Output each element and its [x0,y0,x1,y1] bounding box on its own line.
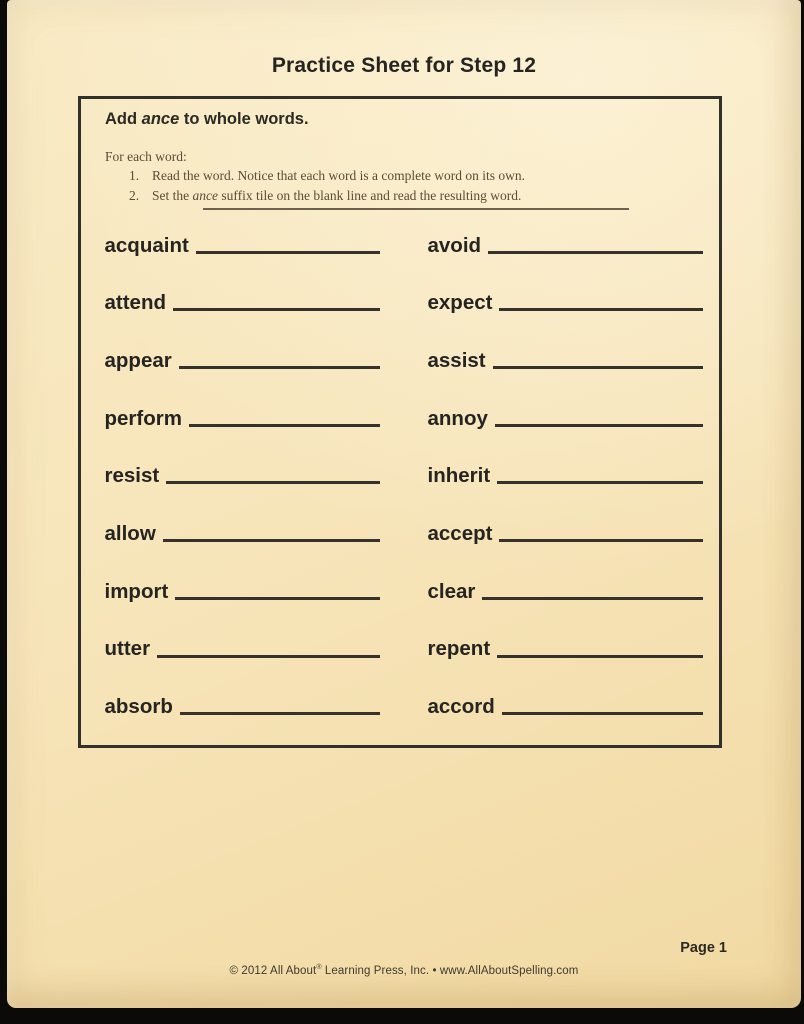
answer-blank-line [163,539,380,542]
word-row [105,465,380,487]
page-title: Practice Sheet for Step 12 [271,54,537,77]
word-label: utter [104,637,151,661]
word-label: import [104,579,169,603]
answer-blank-line [482,597,702,600]
word-row [428,581,703,603]
answer-blank-line [502,712,703,715]
word-label: avoid [427,233,482,257]
word-row [105,235,380,257]
exercise-box [78,96,722,748]
answer-blank-line [180,712,380,715]
answer-blank-line [493,366,703,369]
answer-blank-line [166,481,379,484]
step-text-after: suffix tile on the blank line and read the resulting word. [217,187,522,203]
word-row [105,408,380,430]
word-label: accept [427,522,493,545]
copyright-text-after: Learning Press, Inc. • www.AllAboutSpelling.com [321,964,579,977]
answer-blank-line [196,251,380,254]
word-label: expect [427,291,493,315]
word-label: clear [427,579,476,603]
word-row [428,408,703,430]
word-label: resist [104,464,160,488]
word-row [105,292,380,314]
word-label: repent [427,637,491,661]
word-label: acquaint [104,233,189,257]
word-label: annoy [427,406,488,430]
instructions-intro: For each word: [105,149,187,164]
copyright-text-before: © 2012 All About [229,964,317,977]
step-text: Read the word. Notice that each word is a complete word on its own. [152,168,526,184]
word-row [428,696,703,718]
word-row [105,350,380,372]
instructions [105,148,719,204]
word-label: assist [427,348,486,372]
registered-trademark-symbol: ® [316,964,322,971]
instruction-step-1 [129,167,719,184]
heading-suffix-ance: ance [141,110,180,128]
answer-blank-line [157,655,379,658]
answer-blank-line [179,366,380,369]
exercise-heading [105,110,719,129]
step-text-before: Set the [152,187,193,203]
word-row [105,523,380,545]
answer-blank-line [175,597,379,600]
word-row [428,638,703,660]
word-row [105,638,380,660]
word-row [428,292,703,314]
word-label: absorb [104,695,173,719]
answer-blank-line [189,424,380,427]
word-label: inherit [427,464,491,488]
word-row [428,465,703,487]
answer-blank-line [497,655,702,658]
step-number: 1. [129,168,140,184]
word-label: appear [104,348,172,372]
answer-blank-line [495,424,703,427]
answer-blank-line [497,481,702,484]
word-label: attend [104,291,166,315]
answer-blank-line [173,308,380,311]
page-number-label: Page 1 [680,940,727,956]
word-list-grid [105,199,703,718]
word-label: allow [104,522,156,545]
word-row [428,350,703,372]
heading-text-before: Add [105,110,142,128]
answer-blank-line [499,539,702,542]
word-row [428,523,703,545]
word-label: perform [104,406,182,430]
word-row [428,235,703,257]
answer-blank-line [488,251,702,254]
paper-page [7,0,801,1008]
heading-text-after: to whole words. [179,110,309,128]
word-row [105,696,380,718]
word-label: accord [427,695,495,719]
step-suffix-ance: ance [192,187,218,203]
copyright-line [7,964,801,977]
answer-blank-line [499,308,702,311]
step-number: 2. [129,187,140,203]
word-row [105,581,380,603]
